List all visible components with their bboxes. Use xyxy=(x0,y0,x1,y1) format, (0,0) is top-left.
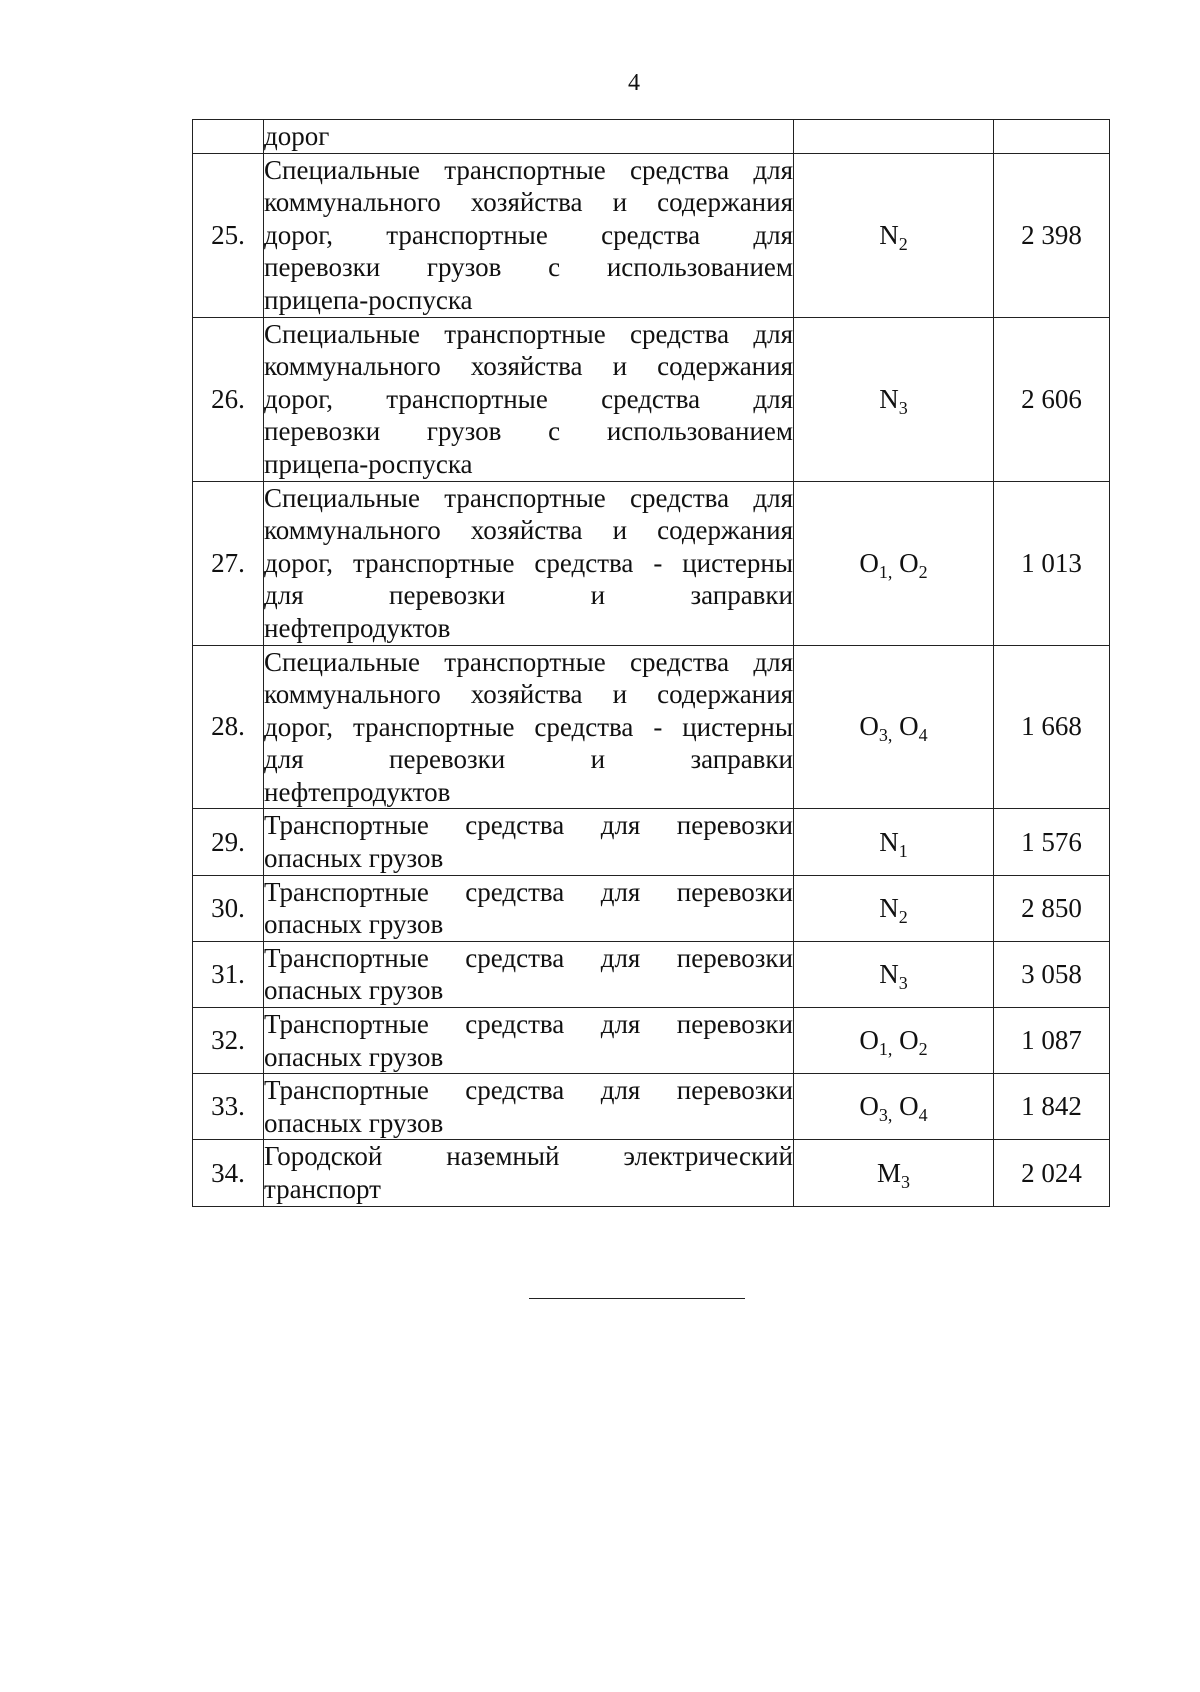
description-line: перевозки грузов с использованием xyxy=(264,252,793,283)
category-subscript: 2 xyxy=(918,1039,928,1060)
vehicle-category xyxy=(794,153,994,317)
table-row xyxy=(193,1074,1110,1140)
category-subscript: 2 xyxy=(918,561,928,582)
category-letter: O xyxy=(859,1091,879,1122)
table-row xyxy=(193,645,1110,809)
category-letter: O xyxy=(859,547,879,578)
vehicle-type-description xyxy=(264,317,794,481)
description-line: Транспортные средства для перевозки xyxy=(264,876,793,907)
page-number: 4 xyxy=(628,70,640,96)
description-line: перевозки грузов с использованием xyxy=(264,416,793,447)
vehicle-category xyxy=(794,645,994,809)
vehicle-category-table xyxy=(192,119,1110,1207)
description-line: дорог, транспортные средства для xyxy=(264,219,793,250)
fee-value: 2 606 xyxy=(994,317,1110,481)
table-row xyxy=(193,941,1110,1007)
category-subscript: 3 xyxy=(901,1171,910,1192)
row-number: 28. xyxy=(193,645,264,809)
description-line: Специальные транспортные средства для xyxy=(264,646,793,677)
table-row xyxy=(193,1140,1110,1206)
fee-value: 1 013 xyxy=(994,481,1110,645)
fee-value: 1 842 xyxy=(994,1074,1110,1140)
table-row xyxy=(193,875,1110,941)
table-row xyxy=(193,120,1110,154)
row-number: 30. xyxy=(193,875,264,941)
row-number: 34. xyxy=(193,1140,264,1206)
vehicle-type-description xyxy=(264,1074,794,1140)
description-line: опасных грузов xyxy=(264,1041,444,1072)
description-line: коммунального хозяйства и содержания xyxy=(264,515,793,546)
description-line: дорог, транспортные средства - цистерны xyxy=(264,711,793,742)
table-row xyxy=(193,153,1110,317)
vehicle-type-description xyxy=(264,120,794,154)
table-row xyxy=(193,1008,1110,1074)
vehicle-type-description xyxy=(264,1140,794,1206)
description-line: дорог, транспортные средства - цистерны xyxy=(264,547,793,578)
category-letter: O xyxy=(899,1091,919,1122)
category-subscript: 1, xyxy=(878,1039,893,1060)
description-line: транспорт xyxy=(264,1174,381,1204)
category-letter: N xyxy=(879,826,899,857)
row-number: 25. xyxy=(193,153,264,317)
table-row xyxy=(193,317,1110,481)
category-subscript: 3, xyxy=(878,1105,893,1126)
description-line: Транспортные средства для перевозки xyxy=(264,1075,793,1106)
row-number: 32. xyxy=(193,1008,264,1074)
vehicle-category xyxy=(794,1140,994,1206)
description-line: дорог xyxy=(264,121,330,151)
category-subscript: 1 xyxy=(898,840,908,861)
table-row xyxy=(193,481,1110,645)
vehicle-type-description xyxy=(264,153,794,317)
description-line: для перевозки и заправки xyxy=(264,744,793,775)
category-subscript: 3 xyxy=(898,972,908,993)
vehicle-type-description xyxy=(264,941,794,1007)
vehicle-type-description xyxy=(264,809,794,875)
row-number: 31. xyxy=(193,941,264,1007)
description-line: Городской наземный электрический xyxy=(264,1141,793,1172)
fee-value: 2 024 xyxy=(994,1140,1110,1206)
row-number xyxy=(193,120,264,154)
description-line: нефтепродуктов xyxy=(264,776,451,807)
description-line: опасных грузов xyxy=(264,975,444,1006)
category-subscript: 4 xyxy=(918,725,928,746)
fee-value: 2 398 xyxy=(994,153,1110,317)
description-line: опасных грузов xyxy=(264,843,444,874)
table-body xyxy=(193,120,1110,1207)
fee-value: 1 576 xyxy=(994,809,1110,875)
category-letter: M xyxy=(876,1157,901,1188)
vehicle-category xyxy=(794,317,994,481)
fee-value: 2 850 xyxy=(994,875,1110,941)
description-line: Специальные транспортные средства для xyxy=(264,482,793,513)
vehicle-category xyxy=(794,809,994,875)
category-subscript: 2 xyxy=(898,233,908,254)
description-line: опасных грузов xyxy=(264,909,444,940)
category-letter: N xyxy=(879,383,899,414)
description-line: прицепа-роспуска xyxy=(264,448,473,479)
row-number: 26. xyxy=(193,317,264,481)
table-row xyxy=(193,809,1110,875)
description-line: коммунального хозяйства и содержания xyxy=(264,187,793,218)
category-subscript: 1, xyxy=(878,561,893,582)
description-line: коммунального хозяйства и содержания xyxy=(264,351,793,382)
vehicle-type-description xyxy=(264,1008,794,1074)
description-line: коммунального хозяйства и содержания xyxy=(264,679,793,710)
category-letter: N xyxy=(879,958,899,989)
vehicle-category xyxy=(794,875,994,941)
description-line: дорог, транспортные средства для xyxy=(264,383,793,414)
vehicle-category xyxy=(794,1074,994,1140)
row-number: 27. xyxy=(193,481,264,645)
vehicle-category xyxy=(794,941,994,1007)
category-letter: N xyxy=(879,219,899,250)
fee-value: 1 087 xyxy=(994,1008,1110,1074)
row-number: 33. xyxy=(193,1074,264,1140)
description-line: прицепа-роспуска xyxy=(264,284,473,315)
end-of-document-rule xyxy=(529,1298,745,1299)
vehicle-type-description xyxy=(264,875,794,941)
fee-value xyxy=(994,120,1110,154)
description-line: Транспортные средства для перевозки xyxy=(264,810,793,841)
description-line: опасных грузов xyxy=(264,1107,444,1138)
vehicle-category xyxy=(794,481,994,645)
vehicle-type-description xyxy=(264,481,794,645)
category-subscript: 3, xyxy=(878,725,893,746)
category-letter: O xyxy=(859,711,879,742)
description-line: Специальные транспортные средства для xyxy=(264,318,793,349)
row-number: 29. xyxy=(193,809,264,875)
description-line: нефтепродуктов xyxy=(264,612,451,643)
category-letter: O xyxy=(899,711,919,742)
vehicle-type-description xyxy=(264,645,794,809)
description-line: Транспортные средства для перевозки xyxy=(264,942,793,973)
fee-value: 3 058 xyxy=(994,941,1110,1007)
category-letter: O xyxy=(899,547,919,578)
category-letter: O xyxy=(859,1025,879,1056)
description-line: Транспортные средства для перевозки xyxy=(264,1009,793,1040)
vehicle-category xyxy=(794,120,994,154)
category-subscript: 4 xyxy=(918,1105,928,1126)
description-line: Специальные транспортные средства для xyxy=(264,154,793,185)
fee-value: 1 668 xyxy=(994,645,1110,809)
vehicle-category xyxy=(794,1008,994,1074)
category-letter: N xyxy=(879,892,899,923)
description-line: для перевозки и заправки xyxy=(264,580,793,611)
category-subscript: 2 xyxy=(898,906,908,927)
category-letter: O xyxy=(899,1025,919,1056)
category-subscript: 3 xyxy=(898,397,908,418)
